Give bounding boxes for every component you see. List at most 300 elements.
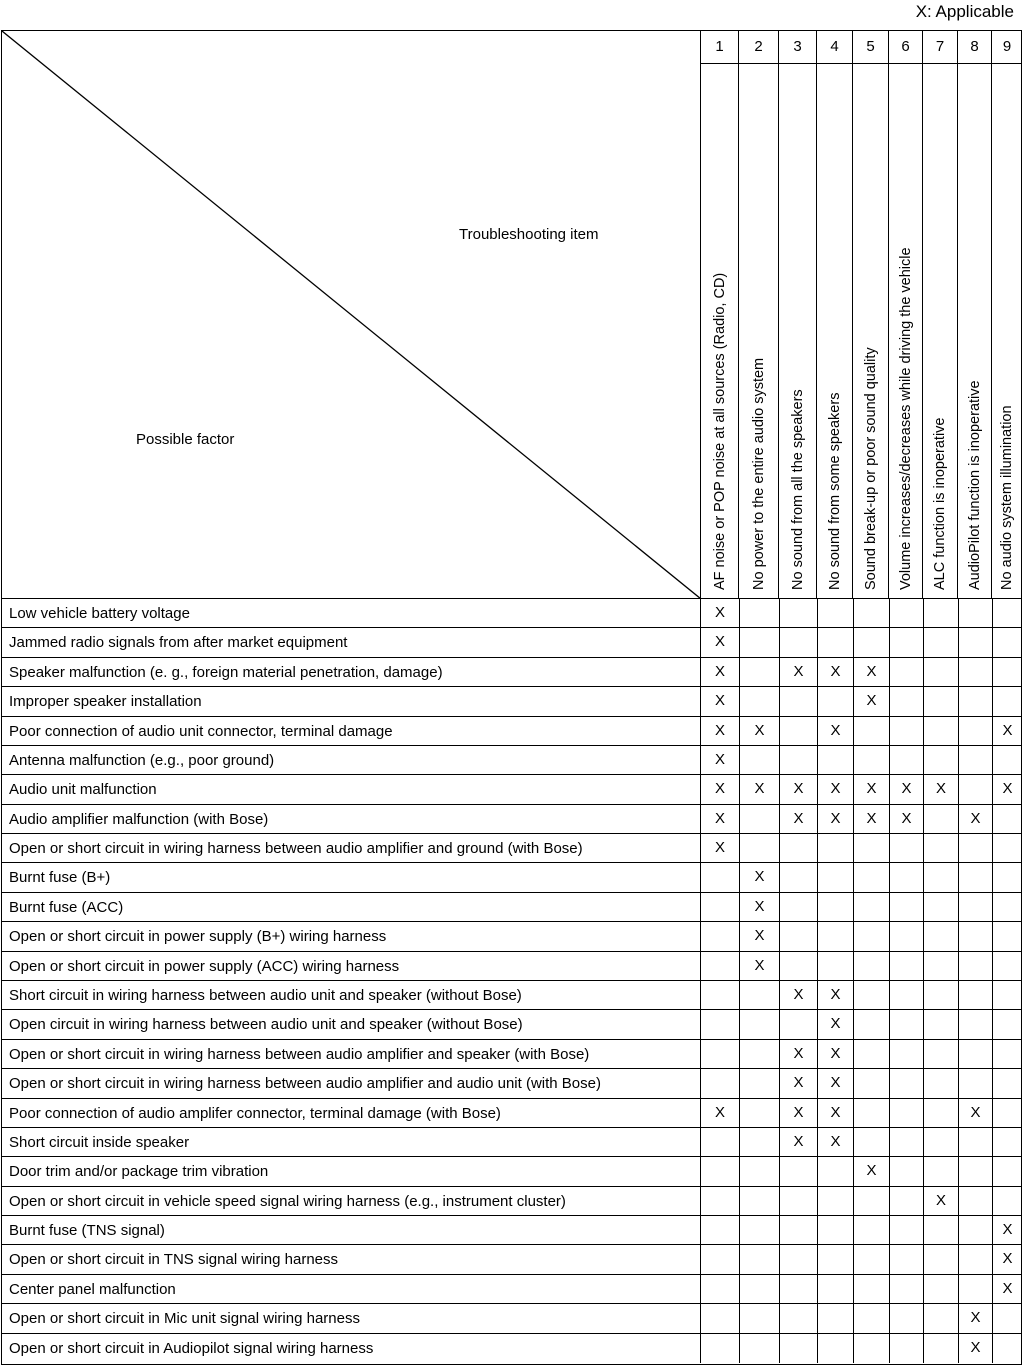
column-number: 8 — [958, 31, 991, 64]
column-header-7 — [923, 31, 958, 599]
matrix-cell-col-6 — [889, 1275, 923, 1303]
factor-cell — [2, 628, 701, 656]
matrix-cell-col-8 — [958, 1157, 992, 1185]
matrix-cell-col-1 — [701, 1245, 739, 1273]
factor-text: Open or short circuit in wiring harness between audio amplifier and speaker (with Bose) — [9, 1045, 590, 1063]
factor-cell — [2, 922, 701, 950]
matrix-cell-col-3 — [779, 599, 817, 627]
applicable-mark: X — [958, 805, 992, 833]
applicable-mark: X — [958, 1099, 992, 1127]
table-row — [2, 1128, 1021, 1157]
factor-cell — [2, 658, 701, 686]
matrix-cell-col-5 — [853, 628, 889, 656]
factor-text: Improper speaker installation — [9, 693, 202, 711]
column-header-3 — [779, 31, 817, 599]
matrix-cell-col-5 — [853, 1216, 889, 1244]
column-label: Volume increases/decreases while driving the vehicle — [897, 247, 914, 590]
matrix-cell-col-5 — [853, 1128, 889, 1156]
matrix-cell-col-8 — [958, 1216, 992, 1244]
matrix-cell-col-6 — [889, 687, 923, 715]
matrix-cell-col-1 — [701, 1069, 739, 1097]
matrix-cell-col-9 — [992, 863, 1022, 891]
matrix-cell-col-9 — [992, 1010, 1022, 1038]
matrix-cell-col-9 — [992, 834, 1022, 862]
matrix-cell-col-7 — [923, 717, 958, 745]
factor-cell — [2, 746, 701, 774]
possible-factor-label: Possible factor — [136, 431, 235, 448]
column-label: No sound from all the speakers — [789, 389, 806, 590]
matrix-cell-col-3 — [779, 1010, 817, 1038]
applicable-mark: X — [739, 863, 779, 891]
applicable-mark: X — [779, 1128, 817, 1156]
applicable-mark: X — [817, 717, 853, 745]
factor-text: Antenna malfunction (e.g., poor ground) — [9, 751, 275, 769]
matrix-cell-col-9 — [992, 893, 1022, 921]
factor-text: Burnt fuse (B+) — [9, 869, 111, 887]
matrix-cell-col-4 — [817, 599, 853, 627]
factor-text: Short circuit inside speaker — [9, 1133, 190, 1151]
table-row — [2, 893, 1021, 922]
matrix-cell-col-1 — [701, 922, 739, 950]
matrix-cell-col-1 — [701, 893, 739, 921]
factor-text: Speaker malfunction (e. g., foreign material penetration, damage) — [9, 663, 443, 681]
applicable-mark: X — [853, 658, 889, 686]
matrix-cell-col-1 — [701, 1216, 739, 1244]
factor-cell — [2, 834, 701, 862]
matrix-cell-col-9 — [992, 1040, 1022, 1068]
column-number: 5 — [853, 31, 888, 64]
matrix-cell-col-8 — [958, 658, 992, 686]
column-header-4 — [817, 31, 853, 599]
matrix-cell-col-3 — [779, 1187, 817, 1215]
column-number: 6 — [889, 31, 922, 64]
matrix-cell-col-5 — [853, 1010, 889, 1038]
matrix-cell-col-5 — [853, 1304, 889, 1332]
matrix-cell-col-3 — [779, 863, 817, 891]
factor-text: Poor connection of audio amplifer connector, terminal damage (with Bose) — [9, 1104, 501, 1122]
table-row — [2, 628, 1021, 657]
matrix-cell-col-6 — [889, 717, 923, 745]
matrix-cell-col-8 — [958, 599, 992, 627]
applicable-mark: X — [889, 805, 923, 833]
matrix-cell-col-8 — [958, 1245, 992, 1273]
matrix-cell-col-8 — [958, 1010, 992, 1038]
matrix-cell-col-1 — [701, 863, 739, 891]
applicable-mark: X — [714, 839, 725, 857]
matrix-cell-col-2 — [739, 1216, 779, 1244]
matrix-cell-col-4 — [817, 1157, 853, 1185]
applicable-mark: X — [714, 809, 725, 827]
matrix-cell-col-5 — [853, 952, 889, 980]
matrix-cell-col-8 — [958, 687, 992, 715]
applicable-mark: X — [853, 687, 889, 715]
matrix-cell-col-3 — [779, 717, 817, 745]
matrix-cell-col-5 — [853, 1099, 889, 1127]
matrix-cell-col-2 — [739, 1099, 779, 1127]
matrix-cell-col-9 — [992, 922, 1022, 950]
matrix-cell-col-5 — [853, 599, 889, 627]
matrix-cell-col-8 — [958, 1128, 992, 1156]
matrix-cell-col-7 — [923, 1010, 958, 1038]
matrix-cell-col-7 — [923, 658, 958, 686]
column-header-6 — [889, 31, 923, 599]
matrix-cell-col-3 — [779, 1157, 817, 1185]
applicable-mark: X — [817, 805, 853, 833]
factor-cell — [2, 1275, 701, 1303]
matrix-cell-col-5 — [853, 746, 889, 774]
factor-cell — [2, 981, 701, 1009]
matrix-cell-col-6 — [889, 1040, 923, 1068]
applicable-mark: X — [817, 1069, 853, 1097]
troubleshooting-matrix — [1, 30, 1022, 1365]
matrix-cell-col-6 — [889, 1245, 923, 1273]
matrix-cell-col-3 — [779, 1245, 817, 1273]
applicable-mark: X — [853, 805, 889, 833]
applicable-mark: X — [779, 1069, 817, 1097]
matrix-cell-col-2 — [739, 805, 779, 833]
column-number: 3 — [779, 31, 816, 64]
column-number: 7 — [923, 31, 957, 64]
matrix-cell-col-9 — [992, 1099, 1022, 1127]
matrix-cell-col-2 — [739, 746, 779, 774]
matrix-cell-col-1 — [701, 1334, 739, 1363]
matrix-cell-col-9 — [992, 599, 1022, 627]
matrix-cell-col-2 — [739, 687, 779, 715]
matrix-cell-col-6 — [889, 1304, 923, 1332]
applicable-mark: X — [779, 658, 817, 686]
matrix-cell-col-6 — [889, 1010, 923, 1038]
matrix-cell-col-6 — [889, 1187, 923, 1215]
applicable-mark: X — [739, 952, 779, 980]
matrix-cell-col-5 — [853, 1334, 889, 1363]
matrix-cell-col-2 — [739, 1040, 779, 1068]
applicable-mark: X — [923, 775, 958, 803]
matrix-cell-col-4 — [817, 1216, 853, 1244]
table-row — [2, 1069, 1021, 1098]
matrix-cell-col-9 — [992, 687, 1022, 715]
matrix-cell-col-2 — [739, 1304, 779, 1332]
matrix-cell-col-5 — [853, 1069, 889, 1097]
column-label: No audio system illumination — [999, 405, 1015, 590]
column-header-8 — [958, 31, 992, 599]
applicable-mark: X — [714, 633, 725, 651]
matrix-cell-col-8 — [958, 893, 992, 921]
matrix-cell-col-8 — [958, 1187, 992, 1215]
matrix-cell-col-5 — [853, 922, 889, 950]
matrix-cell-col-4 — [817, 1304, 853, 1332]
applicable-mark: X — [779, 981, 817, 1009]
matrix-cell-col-2 — [739, 1334, 779, 1363]
applicable-mark: X — [817, 1040, 853, 1068]
matrix-cell-col-8 — [958, 834, 992, 862]
matrix-cell-col-1 — [701, 1040, 739, 1068]
matrix-cell-col-6 — [889, 952, 923, 980]
matrix-cell-col-6 — [889, 1216, 923, 1244]
matrix-cell-col-9 — [992, 1069, 1022, 1097]
factor-text: Center panel malfunction — [9, 1280, 176, 1298]
applicable-mark: X — [992, 775, 1022, 803]
matrix-cell-col-7 — [923, 1069, 958, 1097]
applicable-mark: X — [714, 692, 725, 710]
factor-cell — [2, 1157, 701, 1185]
matrix-cell-col-5 — [853, 981, 889, 1009]
table-row — [2, 599, 1021, 628]
applicable-mark: X — [714, 662, 725, 680]
table-row — [2, 1040, 1021, 1069]
factor-cell — [2, 687, 701, 715]
factor-cell — [2, 1099, 701, 1127]
matrix-cell-col-7 — [923, 628, 958, 656]
table-row — [2, 687, 1021, 716]
matrix-cell-col-4 — [817, 1245, 853, 1273]
table-row — [2, 805, 1021, 834]
matrix-cell-col-4 — [817, 952, 853, 980]
matrix-cell-col-7 — [923, 599, 958, 627]
factor-cell — [2, 1010, 701, 1038]
matrix-cell-col-7 — [923, 687, 958, 715]
applicable-mark: X — [958, 1304, 992, 1332]
table-row — [2, 775, 1021, 804]
matrix-cell-col-3 — [779, 1275, 817, 1303]
matrix-cell-col-8 — [958, 863, 992, 891]
applicable-mark: X — [739, 717, 779, 745]
matrix-cell-col-7 — [923, 1128, 958, 1156]
matrix-cell-col-4 — [817, 746, 853, 774]
column-number: 1 — [701, 31, 738, 64]
factor-text: Open or short circuit in Mic unit signal wiring harness — [9, 1310, 360, 1328]
matrix-cell-col-1 — [701, 1010, 739, 1038]
matrix-cell-col-8 — [958, 981, 992, 1009]
matrix-cell-col-4 — [817, 628, 853, 656]
factor-text: Jammed radio signals from after market equipment — [9, 634, 348, 652]
matrix-cell-col-6 — [889, 1334, 923, 1363]
applicable-mark: X — [714, 604, 725, 621]
applicable-mark: X — [889, 775, 923, 803]
table-row — [2, 981, 1021, 1010]
applicable-mark: X — [817, 1099, 853, 1127]
applicable-mark: X — [853, 775, 889, 803]
matrix-cell-col-6 — [889, 1128, 923, 1156]
matrix-cell-col-2 — [739, 658, 779, 686]
applicable-mark: X — [714, 721, 725, 739]
matrix-cell-col-8 — [958, 1069, 992, 1097]
table-row — [2, 658, 1021, 687]
matrix-cell-col-4 — [817, 687, 853, 715]
applicable-mark: X — [817, 658, 853, 686]
matrix-cell-col-5 — [853, 1040, 889, 1068]
matrix-cell-col-3 — [779, 1216, 817, 1244]
factor-text: Open circuit in wiring harness between audio unit and speaker (without Bose) — [9, 1016, 523, 1034]
matrix-cell-col-7 — [923, 952, 958, 980]
matrix-cell-col-4 — [817, 922, 853, 950]
factor-cell — [2, 863, 701, 891]
factor-text: Door trim and/or package trim vibration — [9, 1163, 269, 1181]
matrix-cell-col-9 — [992, 1304, 1022, 1332]
matrix-cell-col-5 — [853, 1245, 889, 1273]
table-row — [2, 922, 1021, 951]
factor-cell — [2, 1187, 701, 1215]
matrix-cell-col-5 — [853, 893, 889, 921]
matrix-cell-col-7 — [923, 1157, 958, 1185]
matrix-cell-col-6 — [889, 863, 923, 891]
table-row — [2, 717, 1021, 746]
applicable-mark: X — [779, 775, 817, 803]
matrix-cell-col-9 — [992, 1187, 1022, 1215]
column-label: ALC function is inoperative — [932, 417, 948, 590]
matrix-cell-col-9 — [992, 628, 1022, 656]
factor-text: Burnt fuse (ACC) — [9, 898, 124, 916]
matrix-cell-col-8 — [958, 922, 992, 950]
matrix-cell-col-9 — [992, 746, 1022, 774]
matrix-cell-col-2 — [739, 1128, 779, 1156]
matrix-cell-col-7 — [923, 1275, 958, 1303]
applicable-mark: X — [739, 893, 779, 921]
table-row — [2, 1275, 1021, 1304]
applicable-mark: X — [714, 750, 725, 768]
matrix-cell-col-8 — [958, 775, 992, 803]
matrix-cell-col-4 — [817, 1334, 853, 1363]
table-row — [2, 863, 1021, 892]
matrix-cell-col-8 — [958, 1040, 992, 1068]
matrix-cell-col-6 — [889, 1099, 923, 1127]
matrix-cell-col-1 — [701, 1157, 739, 1185]
matrix-cell-col-4 — [817, 893, 853, 921]
matrix-cell-col-5 — [853, 863, 889, 891]
matrix-cell-col-2 — [739, 1069, 779, 1097]
factor-cell — [2, 599, 701, 627]
column-number: 9 — [992, 31, 1022, 64]
column-header-2 — [739, 31, 779, 599]
matrix-cell-col-6 — [889, 628, 923, 656]
matrix-cell-col-2 — [739, 1245, 779, 1273]
matrix-cell-col-4 — [817, 863, 853, 891]
diagonal-header-cell — [2, 31, 701, 599]
matrix-cell-col-6 — [889, 981, 923, 1009]
matrix-cell-col-6 — [889, 658, 923, 686]
matrix-cell-col-8 — [958, 1275, 992, 1303]
factor-cell — [2, 1304, 701, 1332]
matrix-cell-col-4 — [817, 1187, 853, 1215]
matrix-cell-col-7 — [923, 1216, 958, 1244]
table-row — [2, 834, 1021, 863]
factor-cell — [2, 1245, 701, 1273]
applicable-mark: X — [817, 1128, 853, 1156]
applicable-mark: X — [992, 1216, 1022, 1244]
matrix-cell-col-3 — [779, 834, 817, 862]
column-label: No power to the entire audio system — [750, 357, 767, 590]
matrix-cell-col-7 — [923, 1334, 958, 1363]
table-row — [2, 1245, 1021, 1274]
applicable-mark: X — [779, 805, 817, 833]
matrix-cell-col-9 — [992, 952, 1022, 980]
factor-cell — [2, 1128, 701, 1156]
applicable-mark: X — [992, 1275, 1022, 1303]
matrix-cell-col-3 — [779, 1334, 817, 1363]
factor-cell — [2, 1069, 701, 1097]
matrix-cell-col-6 — [889, 834, 923, 862]
matrix-cell-col-1 — [701, 1275, 739, 1303]
applicable-mark: X — [992, 1245, 1022, 1273]
matrix-cell-col-3 — [779, 687, 817, 715]
matrix-cell-col-5 — [853, 834, 889, 862]
factor-cell — [2, 775, 701, 803]
factor-cell — [2, 805, 701, 833]
applicable-mark: X — [779, 1040, 817, 1068]
matrix-cell-col-3 — [779, 952, 817, 980]
matrix-cell-col-6 — [889, 1069, 923, 1097]
matrix-cell-col-7 — [923, 805, 958, 833]
table-row — [2, 1216, 1021, 1245]
factor-cell — [2, 952, 701, 980]
column-header-1 — [701, 31, 739, 599]
table-row — [2, 1334, 1021, 1363]
matrix-cell-col-5 — [853, 717, 889, 745]
matrix-cell-col-8 — [958, 717, 992, 745]
table-row — [2, 1099, 1021, 1128]
matrix-cell-col-6 — [889, 599, 923, 627]
factor-cell — [2, 1040, 701, 1068]
applicable-mark: X — [714, 780, 725, 798]
matrix-cell-col-7 — [923, 1040, 958, 1068]
matrix-cell-col-7 — [923, 834, 958, 862]
applicable-mark: X — [992, 717, 1022, 745]
factor-cell — [2, 1334, 701, 1363]
matrix-cell-col-2 — [739, 599, 779, 627]
matrix-cell-col-3 — [779, 893, 817, 921]
matrix-cell-col-9 — [992, 658, 1022, 686]
matrix-cell-col-8 — [958, 952, 992, 980]
applicable-mark: X — [817, 775, 853, 803]
matrix-cell-col-2 — [739, 628, 779, 656]
factor-text: Burnt fuse (TNS signal) — [9, 1222, 165, 1240]
factor-text: Low vehicle battery voltage — [9, 605, 190, 622]
matrix-cell-col-2 — [739, 1010, 779, 1038]
matrix-cell-col-2 — [739, 981, 779, 1009]
applicable-mark: X — [923, 1187, 958, 1215]
matrix-cell-col-7 — [923, 1304, 958, 1332]
matrix-cell-col-1 — [701, 1128, 739, 1156]
factor-text: Short circuit in wiring harness between audio unit and speaker (without Bose) — [9, 987, 522, 1004]
matrix-cell-col-3 — [779, 628, 817, 656]
matrix-cell-col-5 — [853, 1275, 889, 1303]
factor-text: Audio amplifier malfunction (with Bose) — [9, 810, 269, 828]
factor-text: Open or short circuit in TNS signal wiring harness — [9, 1251, 339, 1269]
matrix-cell-col-7 — [923, 1099, 958, 1127]
applicable-mark: X — [817, 1010, 853, 1038]
matrix-cell-col-9 — [992, 1157, 1022, 1185]
matrix-cell-col-9 — [992, 981, 1022, 1009]
matrix-cell-col-5 — [853, 1187, 889, 1215]
table-row — [2, 1157, 1021, 1186]
troubleshooting-item-label: Troubleshooting item — [459, 226, 599, 243]
legend-applicable: X: Applicable — [915, 2, 1014, 21]
matrix-cell-col-6 — [889, 746, 923, 774]
matrix-cell-col-4 — [817, 1275, 853, 1303]
applicable-mark: X — [714, 1103, 725, 1121]
matrix-cell-col-8 — [958, 628, 992, 656]
matrix-cell-col-2 — [739, 1157, 779, 1185]
matrix-cell-col-3 — [779, 1304, 817, 1332]
matrix-cell-col-3 — [779, 922, 817, 950]
matrix-cell-col-7 — [923, 893, 958, 921]
table-row — [2, 1304, 1021, 1333]
table-row — [2, 952, 1021, 981]
matrix-cell-col-2 — [739, 1275, 779, 1303]
matrix-cell-col-7 — [923, 981, 958, 1009]
matrix-cell-col-8 — [958, 746, 992, 774]
factor-text: Open or short circuit in power supply (ACC) wiring harness — [9, 957, 400, 975]
matrix-cell-col-9 — [992, 1334, 1022, 1363]
